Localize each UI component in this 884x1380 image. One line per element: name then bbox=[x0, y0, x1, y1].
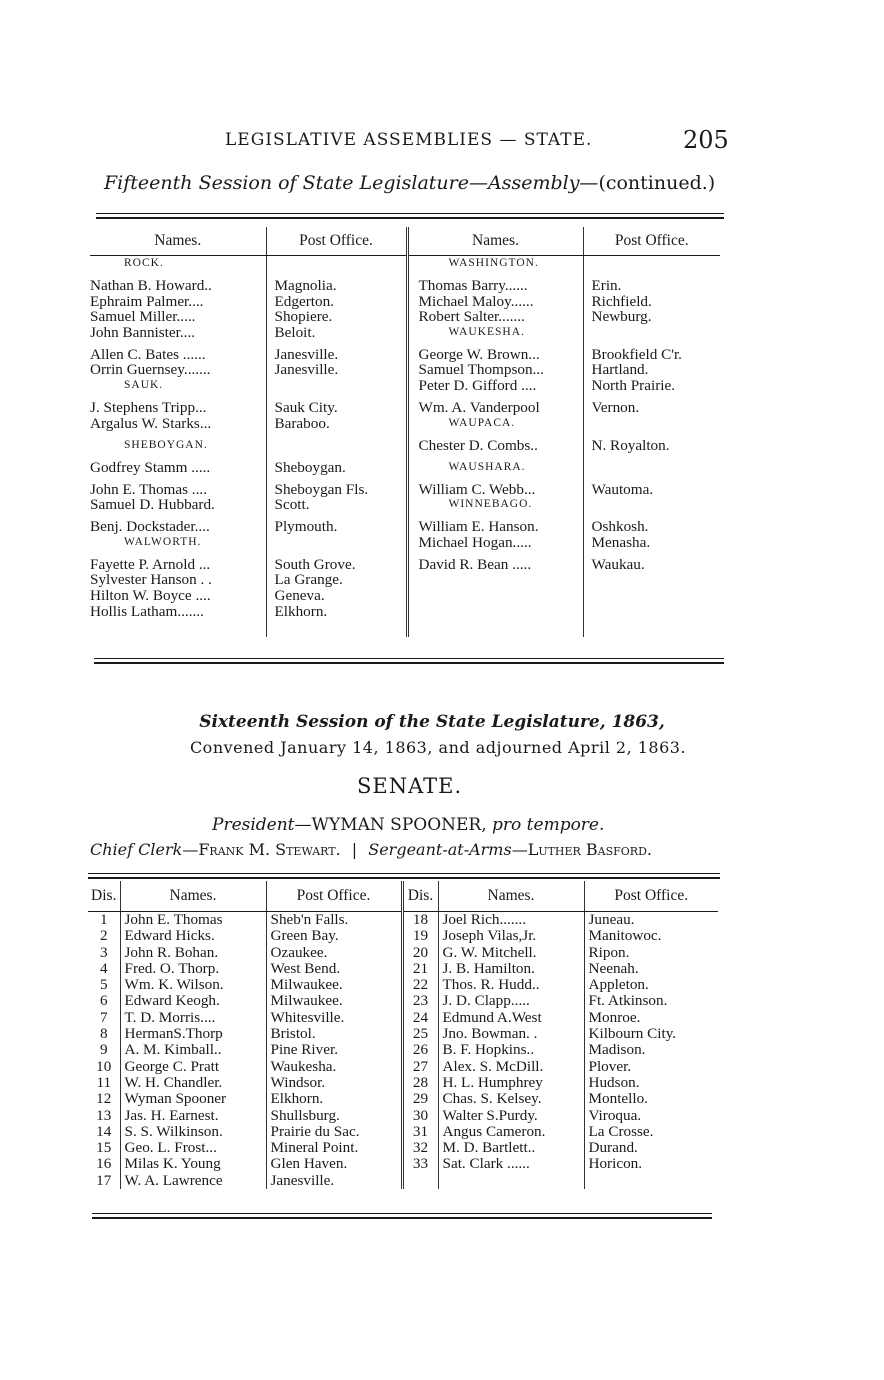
session-heading: Sixteenth Session of the State Legislature, 1863, bbox=[199, 712, 665, 732]
senator-name: B. F. Hopkins.. bbox=[438, 1042, 584, 1058]
assembly-spacer-row bbox=[90, 619, 720, 637]
county-heading: WASHINGTON. bbox=[407, 256, 583, 279]
member-name: George W. Brown... bbox=[407, 347, 583, 363]
member-post-office: Plymouth. bbox=[266, 519, 407, 535]
member-name: John E. Thomas .... bbox=[90, 481, 207, 498]
page-number: 205 bbox=[683, 126, 729, 154]
senator-name: J. D. Clapp..... bbox=[438, 993, 584, 1009]
member-name: Samuel Miller..... bbox=[90, 309, 196, 325]
county-heading: WINNEBAGO. bbox=[407, 497, 583, 519]
senate-header-names-right: Names. bbox=[438, 881, 584, 912]
assembly-table bbox=[90, 227, 720, 637]
district-number: 3 bbox=[99, 944, 108, 961]
assembly-body bbox=[90, 256, 720, 638]
assembly-row bbox=[90, 309, 720, 325]
district-number: 1 bbox=[99, 911, 108, 928]
member-post-office: Geneva. bbox=[266, 588, 407, 604]
senate-row bbox=[88, 1140, 718, 1156]
spacer-cell bbox=[90, 619, 266, 637]
member-post-office: Elkhorn. bbox=[266, 604, 407, 620]
member-post-office: Edgerton. bbox=[266, 294, 407, 310]
member-name: Chester D. Combs.. bbox=[407, 438, 583, 460]
senator-post-office: Windsor. bbox=[266, 1075, 402, 1091]
senator-name: Angus Cameron. bbox=[438, 1124, 584, 1140]
senator-post-office: Elkhorn. bbox=[266, 1091, 402, 1107]
member-name: Thomas Barry...... bbox=[407, 278, 583, 294]
senator-post-office: Milwaukee. bbox=[266, 993, 402, 1009]
district-number: 16 bbox=[96, 1156, 112, 1173]
empty-cell bbox=[266, 535, 407, 557]
member-post-office: Brookfield C'r. bbox=[583, 347, 720, 363]
member-name: Samuel Thompson... bbox=[407, 362, 583, 378]
spacer-cell bbox=[583, 619, 720, 637]
senator-post-office: Hudson. bbox=[584, 1075, 718, 1091]
senator-post-office: Shullsburg. bbox=[266, 1108, 402, 1124]
senator-post-office: La Crosse. bbox=[584, 1124, 718, 1140]
senate-row bbox=[88, 945, 718, 961]
senator-name: HermanS.Thorp bbox=[120, 1026, 266, 1042]
district-number: 28 bbox=[402, 1075, 438, 1091]
district-number: 17 bbox=[96, 1172, 112, 1189]
senate-bottom-rule-1 bbox=[92, 1213, 712, 1214]
senator-post-office: Monroe. bbox=[584, 1010, 718, 1026]
district-number: 2 bbox=[99, 928, 108, 945]
district-number: 11 bbox=[96, 1074, 112, 1091]
senate-top-rule-1 bbox=[88, 873, 720, 874]
senate-row bbox=[88, 1042, 718, 1058]
senate-row bbox=[88, 1010, 718, 1026]
assembly-row bbox=[90, 256, 720, 279]
senator-post-office: Milwaukee. bbox=[266, 977, 402, 993]
assembly-header-names-right: Names. bbox=[407, 227, 583, 256]
district-number: 24 bbox=[402, 1010, 438, 1026]
assembly-header-post-office-right: Post Office. bbox=[583, 227, 720, 256]
senator-post-office: Pine River. bbox=[266, 1042, 402, 1058]
senator-name: Alex. S. McDill. bbox=[438, 1059, 584, 1075]
member-post-office: Menasha. bbox=[583, 535, 720, 557]
member-post-office: Janesville. bbox=[266, 347, 407, 363]
member-name: Sylvester Hanson . . bbox=[90, 572, 212, 588]
county-heading: WAUKESHA. bbox=[407, 325, 583, 347]
district-number: 31 bbox=[402, 1124, 438, 1140]
assembly-row bbox=[90, 519, 720, 535]
senator-post-office: Glen Haven. bbox=[266, 1156, 402, 1172]
senate-row bbox=[88, 1075, 718, 1091]
member-post-office: Sheboygan. bbox=[266, 460, 407, 482]
senator-name: Geo. L. Frost... bbox=[120, 1140, 266, 1156]
county-heading: WAUPACA. bbox=[407, 416, 583, 438]
convened-line: Convened January 14, 1863, and adjourned April 2, 1863. bbox=[189, 738, 687, 757]
assembly-row bbox=[90, 347, 720, 363]
spacer-cell bbox=[266, 619, 407, 637]
member-post-office: North Prairie. bbox=[583, 378, 720, 400]
senator-post-office: Manitowoc. bbox=[584, 928, 718, 944]
senator-post-office: Bristol. bbox=[266, 1026, 402, 1042]
senate-row bbox=[88, 1173, 718, 1189]
member-post-office: Baraboo. bbox=[266, 416, 407, 438]
assembly-header-names-left: Names. bbox=[90, 227, 266, 256]
senator-name: Chas. S. Kelsey. bbox=[438, 1091, 584, 1107]
sergeant-name: —Luther Basford. bbox=[511, 840, 652, 859]
member-name: Orrin Guernsey....... bbox=[90, 362, 211, 378]
district-number: 8 bbox=[99, 1026, 108, 1043]
senate-row bbox=[88, 1026, 718, 1042]
assembly-top-rule-1 bbox=[96, 213, 724, 214]
senator-post-office: Horicon. bbox=[584, 1156, 718, 1172]
district-number: 27 bbox=[402, 1059, 438, 1075]
senate-row bbox=[88, 993, 718, 1009]
member-post-office: Erin. bbox=[583, 278, 720, 294]
member-name: Michael Hogan..... bbox=[407, 535, 583, 557]
empty-cell bbox=[583, 416, 720, 438]
senator-name: Fred. O. Thorp. bbox=[120, 961, 266, 977]
senator-post-office bbox=[584, 1173, 718, 1189]
senator-post-office: Ripon. bbox=[584, 945, 718, 961]
district-number: 12 bbox=[96, 1091, 112, 1108]
assembly-row bbox=[90, 557, 720, 573]
member-post-office: Richfield. bbox=[583, 294, 720, 310]
member-name: Fayette P. Arnold ... bbox=[90, 556, 211, 573]
senator-post-office: West Bend. bbox=[266, 961, 402, 977]
member-post-office: Janesville. bbox=[266, 362, 407, 378]
empty-cell bbox=[583, 256, 720, 279]
empty-cell bbox=[266, 256, 407, 279]
member-name: Wm. A. Vanderpool bbox=[407, 400, 583, 416]
member-post-office: Waukau. bbox=[583, 557, 720, 573]
senator-name: Edmund A.West bbox=[438, 1010, 584, 1026]
member-name: William C. Webb... bbox=[407, 482, 583, 498]
member-name: Allen C. Bates ...... bbox=[90, 346, 206, 363]
senator-name: John R. Bohan. bbox=[120, 945, 266, 961]
senator-post-office: Mineral Point. bbox=[266, 1140, 402, 1156]
chief-clerk-label: Chief Clerk bbox=[90, 840, 183, 859]
senate-row bbox=[88, 977, 718, 993]
assembly-row bbox=[90, 497, 720, 519]
member-name: Hilton W. Boyce .... bbox=[90, 587, 211, 604]
member-name: David R. Bean ..... bbox=[407, 557, 583, 573]
member-name: Argalus W. Starks... bbox=[90, 415, 212, 432]
senator-name: Thos. R. Hudd.. bbox=[438, 977, 584, 993]
president-line bbox=[212, 815, 604, 835]
assembly-row bbox=[90, 535, 720, 557]
empty-cell bbox=[407, 588, 583, 604]
senator-post-office: Durand. bbox=[584, 1140, 718, 1156]
empty-cell bbox=[583, 497, 720, 519]
senator-post-office: Whitesville. bbox=[266, 1010, 402, 1026]
senator-name: Wyman Spooner bbox=[120, 1091, 266, 1107]
senator-post-office: Appleton. bbox=[584, 977, 718, 993]
assembly-row bbox=[90, 604, 720, 620]
assembly-title bbox=[104, 172, 734, 194]
senator-name: G. W. Mitchell. bbox=[438, 945, 584, 961]
assembly-row bbox=[90, 438, 720, 460]
district-number: 25 bbox=[402, 1026, 438, 1042]
member-post-office: Magnolia. bbox=[266, 278, 407, 294]
district-number bbox=[402, 1173, 438, 1189]
district-number: 18 bbox=[402, 912, 438, 929]
member-post-office: South Grove. bbox=[266, 557, 407, 573]
empty-cell bbox=[266, 438, 407, 460]
district-number: 9 bbox=[99, 1042, 108, 1059]
senator-name: Sat. Clark ...... bbox=[438, 1156, 584, 1172]
member-post-office: N. Royalton. bbox=[583, 438, 720, 460]
district-number: 23 bbox=[402, 993, 438, 1009]
senate-header-post-office-right: Post Office. bbox=[584, 881, 718, 912]
senator-name: J. B. Hamilton. bbox=[438, 961, 584, 977]
empty-cell bbox=[407, 572, 583, 588]
county-heading: SHEBOYGAN. bbox=[124, 438, 208, 451]
member-post-office: Scott. bbox=[266, 497, 407, 519]
senator-name: Wm. K. Wilson. bbox=[120, 977, 266, 993]
assembly-header-row bbox=[90, 227, 720, 256]
district-number: 19 bbox=[402, 928, 438, 944]
assembly-row bbox=[90, 325, 720, 347]
senator-name: John E. Thomas bbox=[120, 912, 266, 929]
member-post-office: Wautoma. bbox=[583, 482, 720, 498]
senator-name: H. L. Humphrey bbox=[438, 1075, 584, 1091]
district-number: 21 bbox=[402, 961, 438, 977]
member-name: J. Stephens Tripp... bbox=[90, 399, 207, 416]
senator-name: W. H. Chandler. bbox=[120, 1075, 266, 1091]
member-name: William E. Hanson. bbox=[407, 519, 583, 535]
empty-cell bbox=[583, 460, 720, 482]
assembly-row bbox=[90, 416, 720, 438]
senator-post-office: Juneau. bbox=[584, 912, 718, 929]
assembly-top-rule-2 bbox=[96, 217, 724, 219]
senator-name: Jas. H. Earnest. bbox=[120, 1108, 266, 1124]
senator-name: T. D. Morris.... bbox=[120, 1010, 266, 1026]
district-number: 6 bbox=[99, 993, 108, 1010]
senate-row bbox=[88, 912, 718, 929]
member-name: Samuel D. Hubbard. bbox=[90, 497, 215, 514]
senator-name: S. S. Wilkinson. bbox=[120, 1124, 266, 1140]
senator-post-office: Viroqua. bbox=[584, 1108, 718, 1124]
senate-row bbox=[88, 1059, 718, 1075]
senate-table bbox=[88, 881, 718, 1189]
member-post-office: Shopiere. bbox=[266, 309, 407, 325]
district-number: 5 bbox=[99, 977, 108, 994]
county-heading: WAUSHARA. bbox=[407, 460, 583, 482]
district-number: 7 bbox=[99, 1009, 108, 1026]
senator-post-office: Ft. Atkinson. bbox=[584, 993, 718, 1009]
district-number: 33 bbox=[402, 1156, 438, 1172]
senator-name: Joel Rich....... bbox=[438, 912, 584, 929]
district-number: 20 bbox=[402, 945, 438, 961]
senator-post-office: Waukesha. bbox=[266, 1059, 402, 1075]
assembly-header-post-office-left: Post Office. bbox=[266, 227, 407, 256]
empty-cell bbox=[583, 325, 720, 347]
empty-cell bbox=[266, 378, 407, 400]
member-name: Benj. Dockstader.... bbox=[90, 519, 210, 535]
empty-cell bbox=[583, 588, 720, 604]
member-post-office: Sheboygan Fls. bbox=[266, 482, 407, 498]
assembly-row bbox=[90, 278, 720, 294]
district-number: 30 bbox=[402, 1108, 438, 1124]
senator-name: Edward Hicks. bbox=[120, 928, 266, 944]
member-name: Ephraim Palmer.... bbox=[90, 293, 204, 310]
senator-post-office: Montello. bbox=[584, 1091, 718, 1107]
chief-clerk-name: —Frank M. Stewart. bbox=[182, 840, 341, 859]
empty-cell bbox=[407, 604, 583, 620]
assembly-title-plain: (continued.) bbox=[598, 172, 716, 194]
senate-header-dis-right: Dis. bbox=[402, 881, 438, 912]
member-post-office: Vernon. bbox=[583, 400, 720, 416]
senator-name: Walter S.Purdy. bbox=[438, 1108, 584, 1124]
district-number: 22 bbox=[402, 977, 438, 993]
assembly-row bbox=[90, 378, 720, 400]
assembly-row bbox=[90, 588, 720, 604]
member-name: Nathan B. Howard.. bbox=[90, 278, 212, 294]
member-post-office: Newburg. bbox=[583, 309, 720, 325]
senator-name: Milas K. Young bbox=[120, 1156, 266, 1172]
senate-body bbox=[88, 912, 718, 1190]
member-post-office: Oshkosh. bbox=[583, 519, 720, 535]
assembly-row bbox=[90, 460, 720, 482]
spacer-cell bbox=[407, 619, 583, 637]
empty-cell bbox=[583, 604, 720, 620]
senator-name: A. M. Kimball.. bbox=[120, 1042, 266, 1058]
senator-name: Joseph Vilas,Jr. bbox=[438, 928, 584, 944]
senator-name bbox=[438, 1173, 584, 1189]
assembly-bottom-rule-2 bbox=[94, 662, 724, 664]
president-note: pro tempore. bbox=[492, 815, 605, 835]
empty-cell bbox=[583, 572, 720, 588]
assembly-row bbox=[90, 482, 720, 498]
senator-name: W. A. Lawrence bbox=[120, 1173, 266, 1189]
senate-row bbox=[88, 1091, 718, 1107]
senator-post-office: Madison. bbox=[584, 1042, 718, 1058]
president-name: —WYMAN SPOONER, bbox=[294, 815, 493, 835]
member-post-office: La Grange. bbox=[266, 572, 407, 588]
assembly-title-italic: Fifteenth Session of State Legislature—Assembly— bbox=[104, 172, 599, 194]
county-heading: ROCK. bbox=[124, 257, 164, 269]
senate-header-post-office-left: Post Office. bbox=[266, 881, 402, 912]
member-name: Hollis Latham....... bbox=[90, 603, 204, 620]
senate-row bbox=[88, 1156, 718, 1172]
senate-top-rule-2 bbox=[88, 877, 720, 879]
senate-bottom-rule-2 bbox=[92, 1217, 712, 1219]
district-number: 14 bbox=[96, 1123, 112, 1140]
senator-name: George C. Pratt bbox=[120, 1059, 266, 1075]
running-head: LEGISLATIVE ASSEMBLIES — STATE. bbox=[225, 130, 593, 150]
assembly-row bbox=[90, 400, 720, 416]
senate-row bbox=[88, 1124, 718, 1140]
member-name: Godfrey Stamm ..... bbox=[90, 459, 211, 476]
county-heading: WALWORTH. bbox=[124, 535, 202, 548]
district-number: 10 bbox=[96, 1058, 112, 1075]
senate-header-names-left: Names. bbox=[120, 881, 266, 912]
senate-header-dis-left: Dis. bbox=[88, 881, 120, 912]
assembly-bottom-rule-1 bbox=[94, 658, 724, 659]
member-name: Michael Maloy...... bbox=[407, 294, 583, 310]
senator-name: M. D. Bartlett.. bbox=[438, 1140, 584, 1156]
senate-row bbox=[88, 961, 718, 977]
member-post-office: Sauk City. bbox=[266, 400, 407, 416]
district-number: 29 bbox=[402, 1091, 438, 1107]
district-number: 4 bbox=[99, 960, 108, 977]
member-post-office: Hartland. bbox=[583, 362, 720, 378]
assembly-row bbox=[90, 362, 720, 378]
senator-post-office: Plover. bbox=[584, 1059, 718, 1075]
senator-post-office: Janesville. bbox=[266, 1173, 402, 1189]
officers-line bbox=[90, 840, 652, 859]
senator-post-office: Neenah. bbox=[584, 961, 718, 977]
senate-header-row bbox=[88, 881, 718, 912]
senator-post-office: Green Bay. bbox=[266, 928, 402, 944]
president-label: President bbox=[212, 815, 295, 835]
senate-title: SENATE. bbox=[357, 774, 463, 798]
senator-name: Jno. Bowman. . bbox=[438, 1026, 584, 1042]
member-name: Peter D. Gifford .... bbox=[407, 378, 583, 400]
senator-post-office: Ozaukee. bbox=[266, 945, 402, 961]
senator-name: Edward Keogh. bbox=[120, 993, 266, 1009]
assembly-row bbox=[90, 572, 720, 588]
senator-post-office: Prairie du Sac. bbox=[266, 1124, 402, 1140]
senate-row bbox=[88, 928, 718, 944]
senate-row bbox=[88, 1108, 718, 1124]
member-name: Robert Salter....... bbox=[407, 309, 583, 325]
district-number: 32 bbox=[402, 1140, 438, 1156]
officers-separator: | bbox=[351, 840, 358, 859]
sergeant-label: Sergeant-at-Arms bbox=[368, 840, 512, 859]
member-name: John Bannister.... bbox=[90, 324, 196, 341]
district-number: 13 bbox=[96, 1107, 112, 1124]
member-post-office: Beloit. bbox=[266, 325, 407, 347]
senator-post-office: Sheb'n Falls. bbox=[266, 912, 402, 929]
district-number: 26 bbox=[402, 1042, 438, 1058]
senator-post-office: Kilbourn City. bbox=[584, 1026, 718, 1042]
assembly-row bbox=[90, 294, 720, 310]
county-heading: SAUK. bbox=[124, 378, 164, 391]
district-number: 15 bbox=[96, 1140, 112, 1157]
